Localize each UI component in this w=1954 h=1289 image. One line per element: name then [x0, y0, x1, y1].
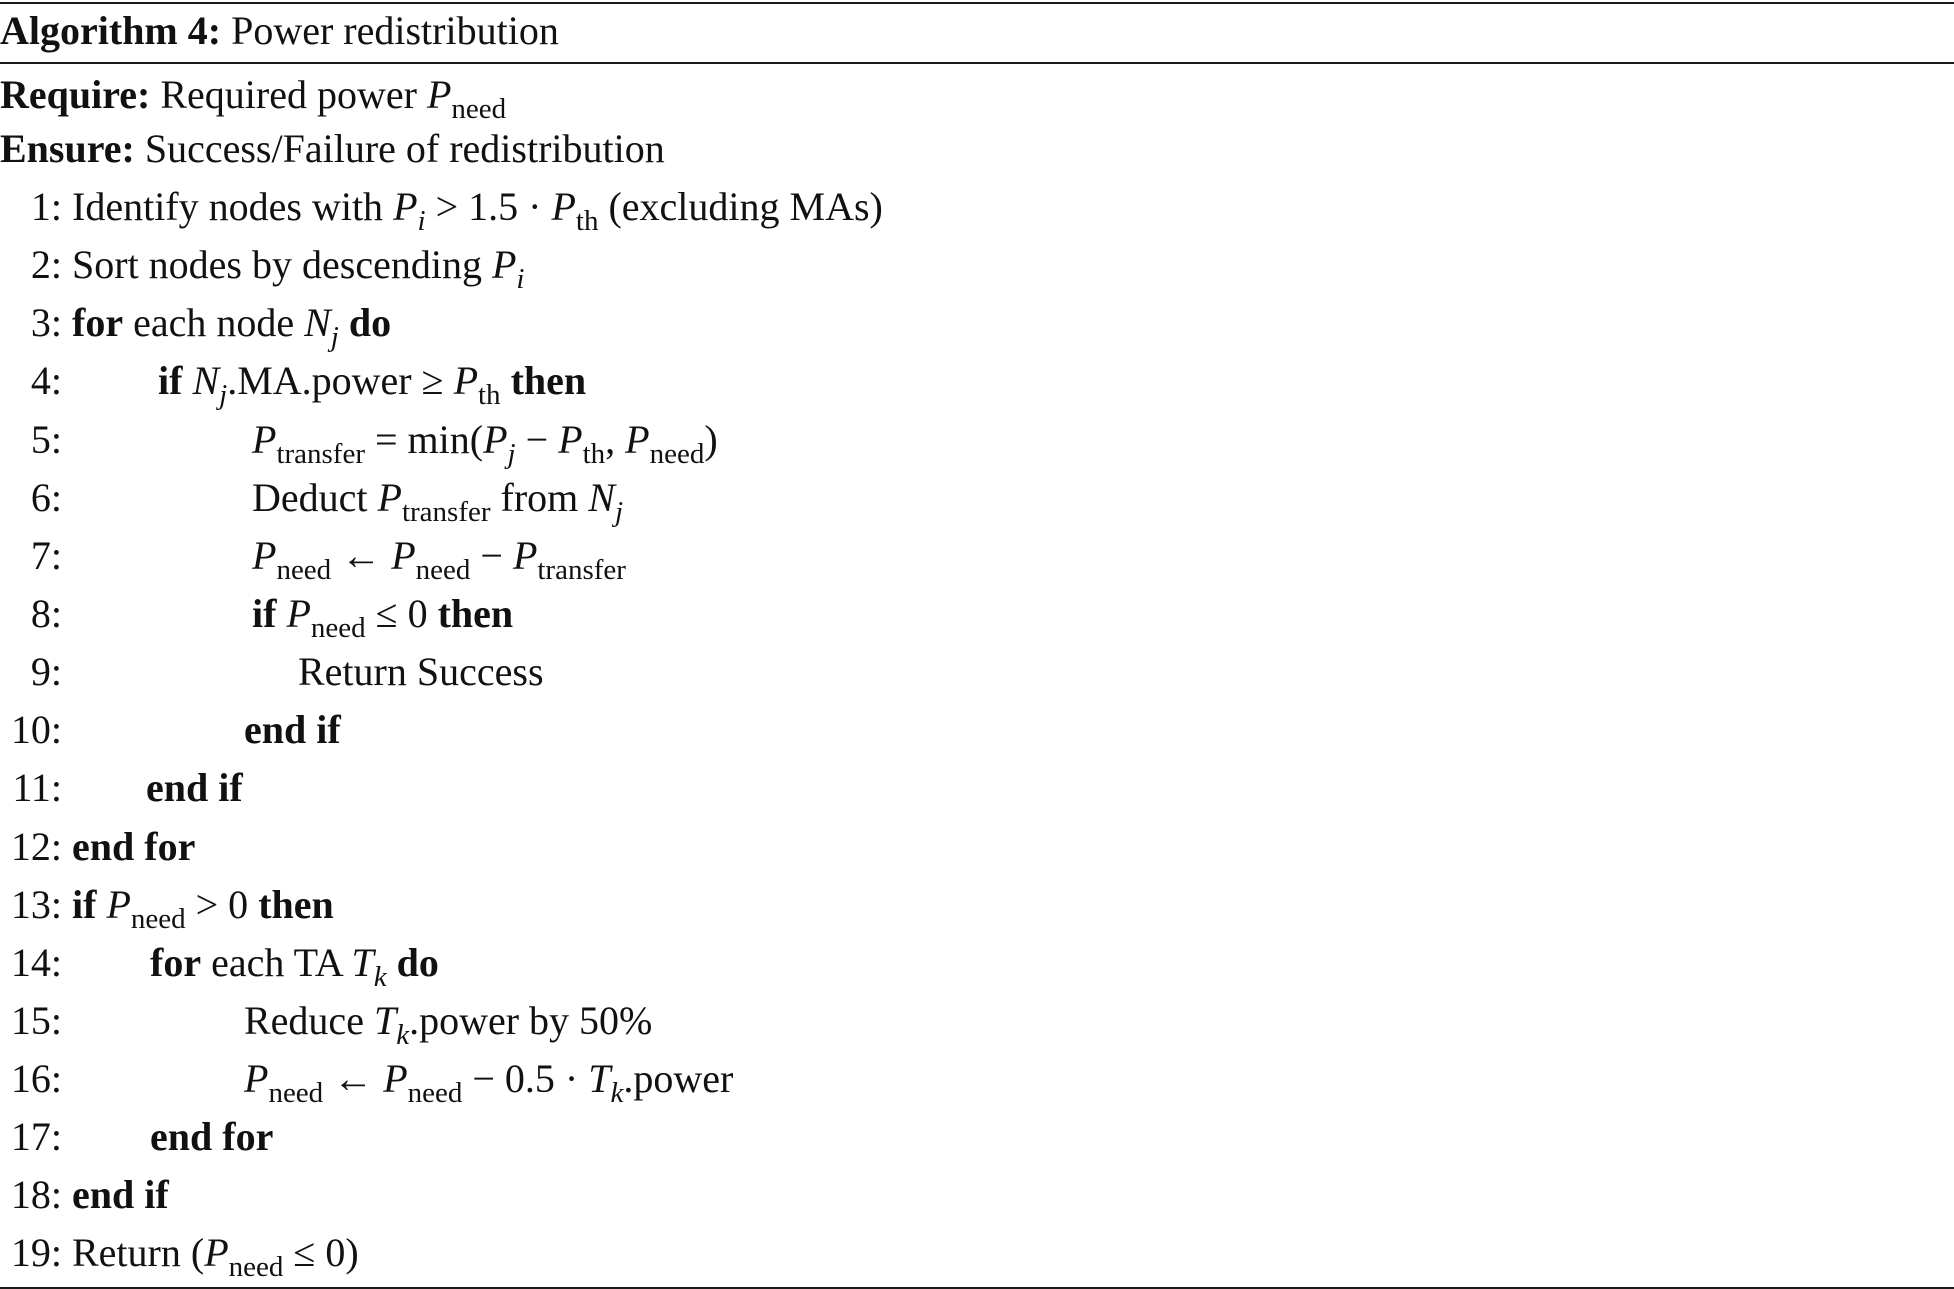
line-number: 18:: [10, 1172, 62, 1217]
math-P: P: [252, 417, 277, 462]
step-text: = min(: [375, 417, 484, 462]
step-text: .power: [623, 1056, 734, 1101]
math-P: P: [483, 417, 508, 462]
step-13: [0, 876, 334, 934]
step-text: ≤ 0: [375, 591, 428, 636]
keyword: end if: [244, 707, 341, 752]
keyword: then: [437, 591, 514, 636]
subscript-k: k: [396, 1019, 410, 1051]
subscript-i: i: [516, 263, 525, 295]
step-text: Return (: [72, 1230, 205, 1275]
keyword: end if: [146, 765, 243, 810]
math-P: P: [551, 184, 576, 229]
math-P: P: [491, 242, 517, 287]
step-text: Return Success: [298, 649, 544, 694]
algorithm-name: Power redistribution: [231, 8, 559, 53]
ensure-text: Success/Failure of redistribution: [144, 126, 665, 171]
subscript-i: i: [417, 205, 426, 237]
math-N: N: [192, 358, 220, 403]
line-number: 16:: [10, 1056, 62, 1101]
step-7: [0, 527, 626, 585]
step-text: each TA: [211, 940, 342, 985]
subscript-need: need: [451, 93, 507, 125]
step-3: [0, 294, 391, 352]
math-P: P: [625, 417, 650, 462]
step-4: [0, 352, 586, 410]
step-text: −: [480, 533, 503, 578]
keyword: end if: [72, 1172, 169, 1217]
keyword: do: [348, 300, 392, 345]
math-P: P: [453, 358, 478, 403]
step-11: [0, 759, 243, 817]
line-number: 5:: [30, 417, 62, 462]
subscript-transfer: transfer: [401, 496, 491, 528]
keyword: if: [72, 882, 97, 927]
step-text: (excluding MAs): [608, 184, 883, 229]
step-text: ,: [605, 417, 616, 462]
line-number: 12:: [10, 824, 62, 869]
keyword: for: [150, 940, 202, 985]
step-text: −: [525, 417, 549, 462]
math-P: P: [426, 72, 452, 117]
math-P: P: [391, 533, 416, 578]
subscript-j: j: [507, 438, 516, 470]
require-text: Required power: [160, 72, 417, 117]
step-text: Identify nodes with: [72, 184, 384, 229]
subscript-need: need: [649, 438, 705, 470]
line-number: 11:: [12, 765, 62, 810]
step-text: Sort nodes by descending: [72, 242, 482, 287]
math-N: N: [304, 300, 331, 345]
keyword: do: [396, 940, 439, 985]
math-P: P: [512, 533, 538, 578]
algorithm-label: Algorithm 4:: [0, 8, 222, 53]
line-number: 6:: [30, 475, 62, 520]
step-14: [0, 934, 439, 992]
keyword: if: [158, 358, 183, 403]
line-number: 7:: [30, 533, 62, 578]
subscript-need: need: [415, 554, 471, 586]
subscript-th: th: [582, 438, 606, 470]
title-rule: [0, 62, 1954, 64]
line-number: 8:: [30, 591, 62, 636]
step-18: [0, 1166, 169, 1224]
subscript-transfer: transfer: [276, 438, 365, 470]
line-number: 4:: [30, 358, 62, 403]
line-number: 13:: [10, 882, 62, 927]
subscript-need: need: [276, 554, 332, 586]
keyword: end for: [72, 824, 196, 869]
math-P: P: [383, 1056, 408, 1101]
subscript-j: j: [614, 496, 624, 528]
line-number: 19:: [10, 1230, 62, 1275]
subscript-j: j: [219, 379, 228, 411]
step-text: from: [500, 475, 579, 520]
line-number: 17:: [10, 1114, 62, 1159]
math-P: P: [252, 533, 277, 578]
step-text: ): [704, 417, 718, 462]
step-17: [0, 1108, 273, 1166]
ensure-line: [0, 120, 665, 178]
math-P: P: [106, 882, 131, 927]
line-number: 10:: [10, 707, 62, 752]
step-text: − 0.5 ·: [472, 1056, 579, 1101]
step-1: [0, 178, 883, 236]
line-number: 15:: [10, 998, 62, 1043]
subscript-need: need: [407, 1077, 463, 1109]
line-number: 2:: [30, 242, 62, 287]
line-number: 14:: [10, 940, 62, 985]
math-T: T: [373, 998, 397, 1043]
require-line: [0, 66, 506, 124]
subscript-need: need: [130, 903, 186, 935]
step-8: [0, 585, 513, 643]
step-2: [0, 236, 524, 294]
math-P: P: [244, 1056, 269, 1101]
step-9: [0, 643, 544, 701]
step-5: [0, 411, 718, 469]
step-text: .MA.power ≥: [227, 358, 444, 403]
algorithm-title: [0, 2, 559, 60]
subscript-need: need: [268, 1077, 324, 1109]
math-P: P: [286, 591, 311, 636]
line-number: 3:: [30, 300, 62, 345]
step-16: [0, 1050, 733, 1108]
step-text: Reduce: [244, 998, 364, 1043]
step-6: [0, 469, 623, 527]
keyword: end for: [150, 1114, 274, 1159]
step-text: > 1.5 ·: [435, 184, 542, 229]
step-text: > 0: [195, 882, 249, 927]
math-N: N: [588, 475, 615, 520]
keyword: if: [252, 591, 277, 636]
subscript-need: need: [310, 612, 366, 644]
ensure-label: Ensure:: [0, 126, 135, 171]
step-10: [0, 701, 341, 759]
math-T: T: [588, 1056, 611, 1101]
step-text: ←: [341, 533, 382, 578]
step-text: Deduct: [252, 475, 368, 520]
step-text: ≤ 0): [293, 1230, 359, 1275]
step-12: [0, 818, 195, 876]
subscript-th: th: [478, 379, 501, 411]
keyword: then: [510, 358, 587, 403]
step-15: [0, 992, 652, 1050]
subscript-th: th: [575, 205, 599, 237]
subscript-transfer: transfer: [537, 554, 626, 586]
step-text: ←: [333, 1056, 374, 1101]
line-number: 1:: [30, 184, 62, 229]
step-19: [0, 1224, 359, 1282]
math-T: T: [351, 940, 374, 985]
math-P: P: [393, 184, 418, 229]
subscript-need: need: [228, 1251, 284, 1283]
require-label: Require:: [0, 72, 151, 117]
math-P: P: [558, 417, 583, 462]
line-number: 9:: [30, 649, 62, 694]
keyword: then: [258, 882, 334, 927]
step-text: .power by 50%: [409, 998, 653, 1043]
keyword: for: [72, 300, 124, 345]
math-P: P: [377, 475, 402, 520]
math-P: P: [204, 1230, 229, 1275]
step-text: each node: [133, 300, 295, 345]
subscript-k: k: [610, 1077, 624, 1109]
subscript-j: j: [330, 321, 339, 353]
subscript-k: k: [373, 961, 387, 993]
